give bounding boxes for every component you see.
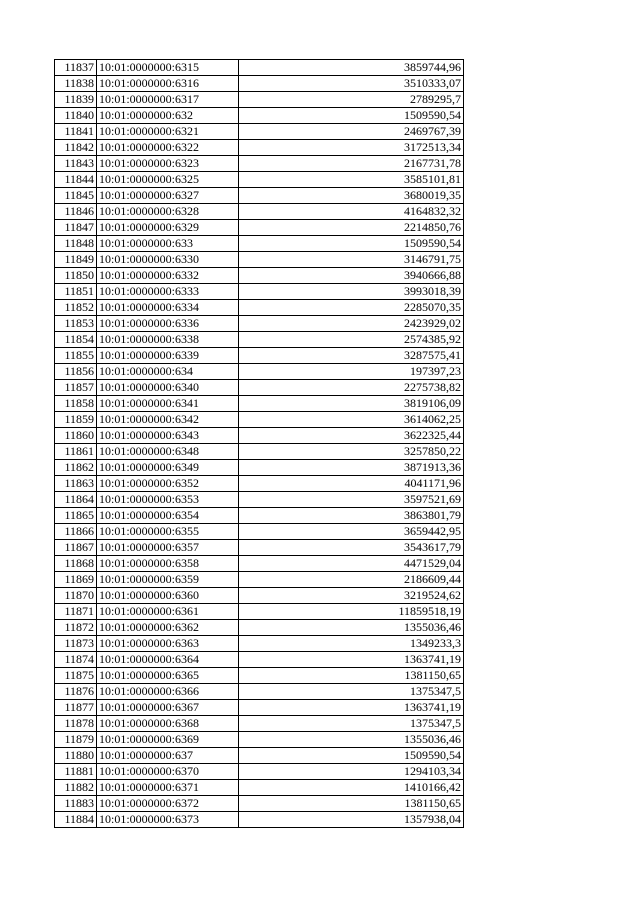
table-row	[55, 124, 464, 140]
value-amount-cell: 3257850,22	[239, 444, 464, 460]
value-amount-cell: 3172513,34	[239, 140, 464, 156]
row-number-cell: 11845	[55, 188, 97, 204]
table-row	[55, 780, 464, 796]
row-number-cell: 11853	[55, 316, 97, 332]
row-number-cell: 11858	[55, 396, 97, 412]
table-row	[55, 540, 464, 556]
row-number-cell: 11857	[55, 380, 97, 396]
table-row	[55, 268, 464, 284]
value-amount-cell: 3940666,88	[239, 268, 464, 284]
cadastral-number-cell: 10:01:0000000:6349	[97, 460, 239, 476]
row-number-cell: 11862	[55, 460, 97, 476]
value-amount-cell: 1363741,19	[239, 652, 464, 668]
cadastral-number-cell: 10:01:0000000:6367	[97, 700, 239, 716]
row-number-cell: 11839	[55, 92, 97, 108]
cadastral-number-cell: 10:01:0000000:6333	[97, 284, 239, 300]
table-row	[55, 412, 464, 428]
row-number-cell: 11870	[55, 588, 97, 604]
cadastral-number-cell: 10:01:0000000:6327	[97, 188, 239, 204]
row-number-cell: 11848	[55, 236, 97, 252]
cadastral-number-cell: 10:01:0000000:6362	[97, 620, 239, 636]
table-row	[55, 764, 464, 780]
cadastral-number-cell: 10:01:0000000:6330	[97, 252, 239, 268]
table-row	[55, 284, 464, 300]
value-amount-cell: 1509590,54	[239, 236, 464, 252]
row-number-cell: 11843	[55, 156, 97, 172]
cadastral-number-cell: 10:01:0000000:6352	[97, 476, 239, 492]
table-row	[55, 140, 464, 156]
row-number-cell: 11879	[55, 732, 97, 748]
cadastral-number-cell: 10:01:0000000:6357	[97, 540, 239, 556]
row-number-cell: 11850	[55, 268, 97, 284]
table-row	[55, 380, 464, 396]
table-row	[55, 76, 464, 92]
value-amount-cell: 2469767,39	[239, 124, 464, 140]
cadastral-number-cell: 10:01:0000000:6348	[97, 444, 239, 460]
row-number-cell: 11841	[55, 124, 97, 140]
table-row	[55, 332, 464, 348]
table-row	[55, 348, 464, 364]
row-number-cell: 11875	[55, 668, 97, 684]
value-amount-cell: 197397,23	[239, 364, 464, 380]
table-row	[55, 524, 464, 540]
cadastral-number-cell: 10:01:0000000:6359	[97, 572, 239, 588]
cadastral-number-cell: 10:01:0000000:6371	[97, 780, 239, 796]
value-amount-cell: 3585101,81	[239, 172, 464, 188]
value-amount-cell: 3819106,09	[239, 396, 464, 412]
value-amount-cell: 1363741,19	[239, 700, 464, 716]
table-row	[55, 748, 464, 764]
cadastral-number-cell: 10:01:0000000:6372	[97, 796, 239, 812]
table-row	[55, 444, 464, 460]
cadastral-number-cell: 10:01:0000000:6316	[97, 76, 239, 92]
cadastral-number-cell: 10:01:0000000:6358	[97, 556, 239, 572]
value-amount-cell: 3993018,39	[239, 284, 464, 300]
value-amount-cell: 1375347,5	[239, 716, 464, 732]
row-number-cell: 11873	[55, 636, 97, 652]
cadastral-number-cell: 10:01:0000000:6365	[97, 668, 239, 684]
table-row	[55, 204, 464, 220]
value-amount-cell: 3863801,79	[239, 508, 464, 524]
table-row	[55, 716, 464, 732]
cadastral-number-cell: 10:01:0000000:6340	[97, 380, 239, 396]
table-row	[55, 428, 464, 444]
table-row	[55, 316, 464, 332]
table-row	[55, 588, 464, 604]
table-row	[55, 636, 464, 652]
row-number-cell: 11874	[55, 652, 97, 668]
row-number-cell: 11837	[55, 60, 97, 76]
value-amount-cell: 3287575,41	[239, 348, 464, 364]
value-amount-cell: 1509590,54	[239, 108, 464, 124]
cadastral-number-cell: 10:01:0000000:6342	[97, 412, 239, 428]
cadastral-number-cell: 10:01:0000000:6364	[97, 652, 239, 668]
row-number-cell: 11866	[55, 524, 97, 540]
table-row	[55, 476, 464, 492]
value-amount-cell: 2275738,82	[239, 380, 464, 396]
table-row	[55, 732, 464, 748]
table-row	[55, 396, 464, 412]
row-number-cell: 11884	[55, 812, 97, 828]
cadastral-number-cell: 10:01:0000000:6353	[97, 492, 239, 508]
value-amount-cell: 1355036,46	[239, 732, 464, 748]
row-number-cell: 11868	[55, 556, 97, 572]
row-number-cell: 11869	[55, 572, 97, 588]
table-row	[55, 668, 464, 684]
value-amount-cell: 4471529,04	[239, 556, 464, 572]
cadastral-number-cell: 10:01:0000000:6343	[97, 428, 239, 444]
table-row	[55, 684, 464, 700]
cadastral-number-cell: 10:01:0000000:6332	[97, 268, 239, 284]
value-amount-cell: 2167731,78	[239, 156, 464, 172]
cadastral-number-cell: 10:01:0000000:6369	[97, 732, 239, 748]
row-number-cell: 11844	[55, 172, 97, 188]
value-amount-cell: 2574385,92	[239, 332, 464, 348]
row-number-cell: 11856	[55, 364, 97, 380]
row-number-cell: 11863	[55, 476, 97, 492]
table-row	[55, 460, 464, 476]
row-number-cell: 11864	[55, 492, 97, 508]
value-amount-cell: 1509590,54	[239, 748, 464, 764]
table-row	[55, 604, 464, 620]
table-row	[55, 236, 464, 252]
value-amount-cell: 3622325,44	[239, 428, 464, 444]
row-number-cell: 11846	[55, 204, 97, 220]
table-row	[55, 172, 464, 188]
value-amount-cell: 3146791,75	[239, 252, 464, 268]
cadastral-number-cell: 10:01:0000000:634	[97, 364, 239, 380]
value-amount-cell: 3680019,35	[239, 188, 464, 204]
value-amount-cell: 1357938,04	[239, 812, 464, 828]
row-number-cell: 11855	[55, 348, 97, 364]
row-number-cell: 11852	[55, 300, 97, 316]
table-row	[55, 300, 464, 316]
row-number-cell: 11876	[55, 684, 97, 700]
row-number-cell: 11882	[55, 780, 97, 796]
row-number-cell: 11872	[55, 620, 97, 636]
table-row	[55, 572, 464, 588]
row-number-cell: 11878	[55, 716, 97, 732]
row-number-cell: 11838	[55, 76, 97, 92]
cadastral-number-cell: 10:01:0000000:6354	[97, 508, 239, 524]
table-row	[55, 108, 464, 124]
table-row	[55, 220, 464, 236]
row-number-cell: 11871	[55, 604, 97, 620]
value-amount-cell: 3219524,62	[239, 588, 464, 604]
value-amount-cell: 3659442,95	[239, 524, 464, 540]
value-amount-cell: 1294103,34	[239, 764, 464, 780]
cadastral-number-cell: 10:01:0000000:6323	[97, 156, 239, 172]
value-amount-cell: 3597521,69	[239, 492, 464, 508]
table-row	[55, 60, 464, 76]
table-body	[55, 60, 464, 828]
value-amount-cell: 11859518,19	[239, 604, 464, 620]
cadastral-number-cell: 10:01:0000000:6373	[97, 812, 239, 828]
cadastral-number-cell: 10:01:0000000:6338	[97, 332, 239, 348]
value-amount-cell: 2789295,7	[239, 92, 464, 108]
cadastral-number-cell: 10:01:0000000:6334	[97, 300, 239, 316]
table-row	[55, 492, 464, 508]
cadastral-number-cell: 10:01:0000000:6363	[97, 636, 239, 652]
cadastral-number-cell: 10:01:0000000:6329	[97, 220, 239, 236]
cadastral-number-cell: 10:01:0000000:6328	[97, 204, 239, 220]
cadastral-number-cell: 10:01:0000000:632	[97, 108, 239, 124]
value-amount-cell: 3614062,25	[239, 412, 464, 428]
cadastral-number-cell: 10:01:0000000:6370	[97, 764, 239, 780]
cadastral-number-cell: 10:01:0000000:6361	[97, 604, 239, 620]
value-amount-cell: 1381150,65	[239, 796, 464, 812]
value-amount-cell: 4164832,32	[239, 204, 464, 220]
value-amount-cell: 2285070,35	[239, 300, 464, 316]
table-row	[55, 156, 464, 172]
cadastral-number-cell: 10:01:0000000:6317	[97, 92, 239, 108]
cadastral-number-cell: 10:01:0000000:6321	[97, 124, 239, 140]
value-amount-cell: 1381150,65	[239, 668, 464, 684]
cadastral-number-cell: 10:01:0000000:6355	[97, 524, 239, 540]
value-amount-cell: 1349233,3	[239, 636, 464, 652]
row-number-cell: 11877	[55, 700, 97, 716]
row-number-cell: 11851	[55, 284, 97, 300]
value-amount-cell: 3871913,36	[239, 460, 464, 476]
table-row	[55, 92, 464, 108]
table-row	[55, 508, 464, 524]
cadastral-number-cell: 10:01:0000000:6366	[97, 684, 239, 700]
cadastral-number-cell: 10:01:0000000:6360	[97, 588, 239, 604]
row-number-cell: 11854	[55, 332, 97, 348]
row-number-cell: 11867	[55, 540, 97, 556]
row-number-cell: 11840	[55, 108, 97, 124]
row-number-cell: 11883	[55, 796, 97, 812]
table-row	[55, 364, 464, 380]
value-amount-cell: 3543617,79	[239, 540, 464, 556]
cadastral-number-cell: 10:01:0000000:6315	[97, 60, 239, 76]
value-amount-cell: 1410166,42	[239, 780, 464, 796]
cadastral-values-table	[54, 59, 464, 828]
row-number-cell: 11860	[55, 428, 97, 444]
value-amount-cell: 1355036,46	[239, 620, 464, 636]
cadastral-number-cell: 10:01:0000000:633	[97, 236, 239, 252]
table-row	[55, 620, 464, 636]
row-number-cell: 11842	[55, 140, 97, 156]
row-number-cell: 11847	[55, 220, 97, 236]
cadastral-number-cell: 10:01:0000000:6336	[97, 316, 239, 332]
cadastral-number-cell: 10:01:0000000:6339	[97, 348, 239, 364]
cadastral-number-cell: 10:01:0000000:6322	[97, 140, 239, 156]
cadastral-number-cell: 10:01:0000000:6341	[97, 396, 239, 412]
cadastral-number-cell: 10:01:0000000:6325	[97, 172, 239, 188]
table-row	[55, 796, 464, 812]
table-row	[55, 252, 464, 268]
row-number-cell: 11861	[55, 444, 97, 460]
row-number-cell: 11859	[55, 412, 97, 428]
table-row	[55, 812, 464, 828]
value-amount-cell: 3859744,96	[239, 60, 464, 76]
value-amount-cell: 4041171,96	[239, 476, 464, 492]
value-amount-cell: 2423929,02	[239, 316, 464, 332]
table-row	[55, 556, 464, 572]
value-amount-cell: 2186609,44	[239, 572, 464, 588]
row-number-cell: 11849	[55, 252, 97, 268]
value-amount-cell: 2214850,76	[239, 220, 464, 236]
row-number-cell: 11881	[55, 764, 97, 780]
row-number-cell: 11880	[55, 748, 97, 764]
table-row	[55, 188, 464, 204]
cadastral-number-cell: 10:01:0000000:637	[97, 748, 239, 764]
table-row	[55, 652, 464, 668]
value-amount-cell: 1375347,5	[239, 684, 464, 700]
value-amount-cell: 3510333,07	[239, 76, 464, 92]
table-row	[55, 700, 464, 716]
row-number-cell: 11865	[55, 508, 97, 524]
cadastral-number-cell: 10:01:0000000:6368	[97, 716, 239, 732]
